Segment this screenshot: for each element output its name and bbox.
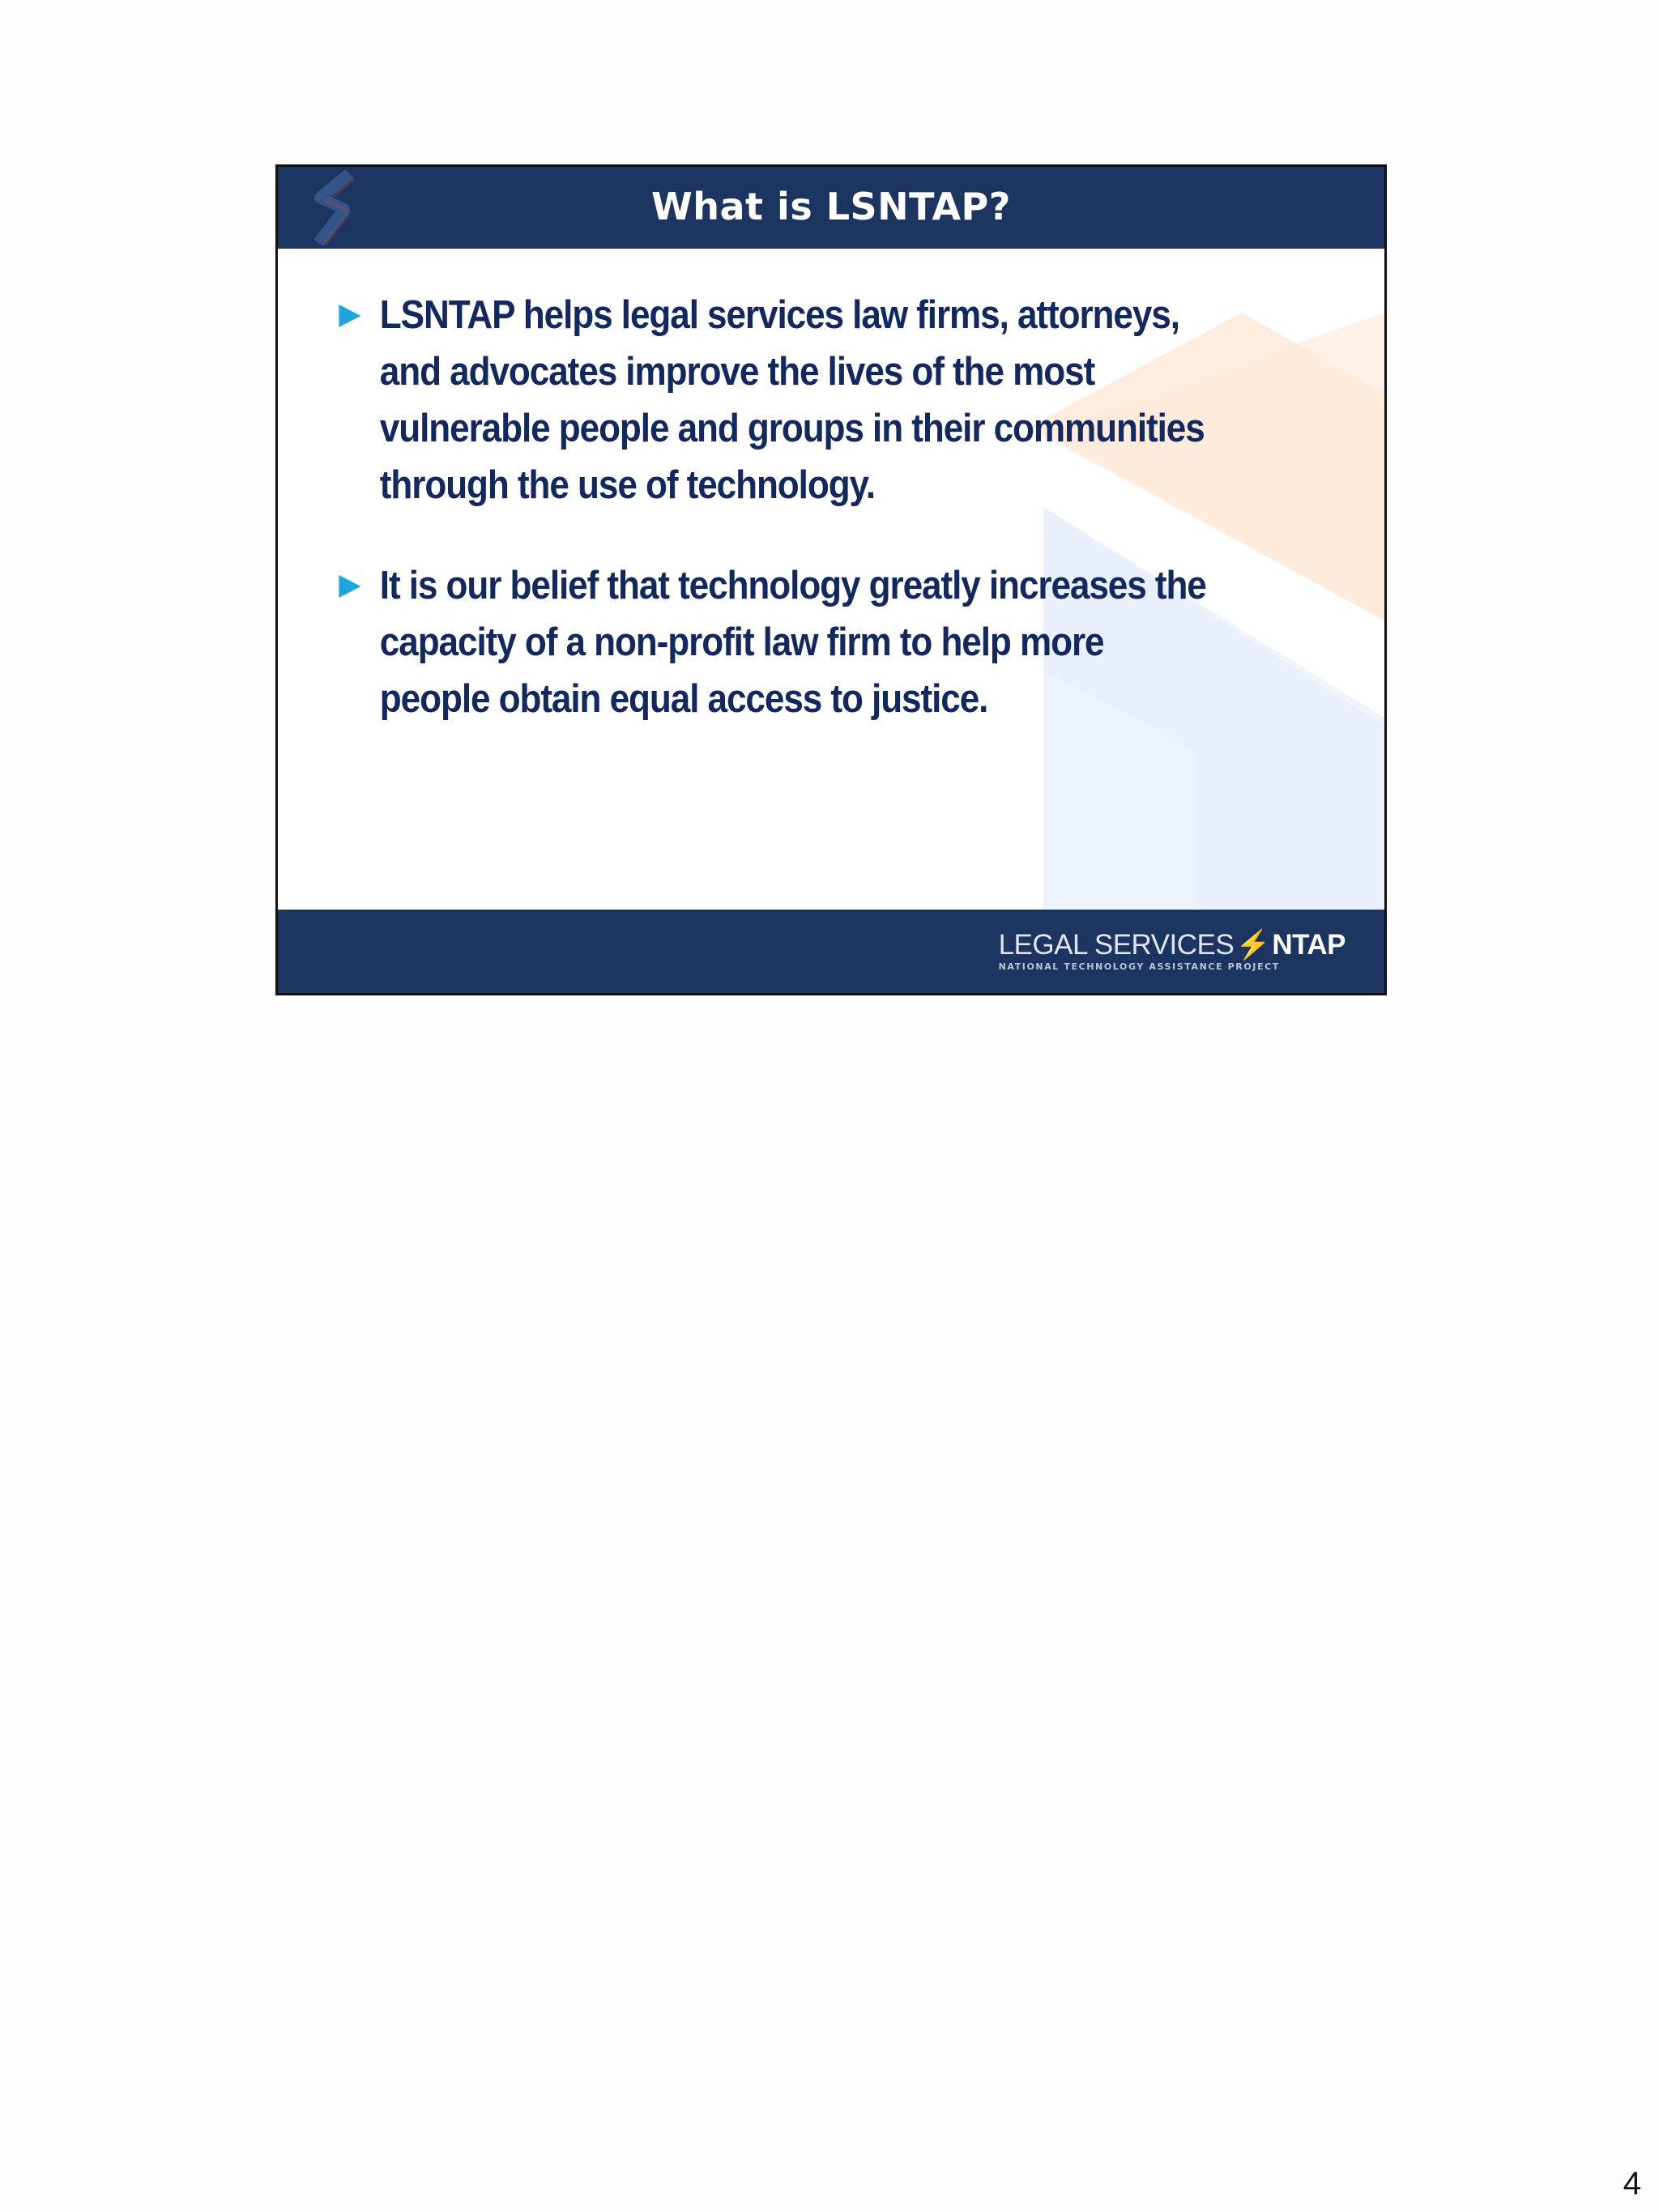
- lsntap-logo: [999, 931, 1346, 972]
- triangle-bullet-icon: [339, 575, 360, 598]
- footer-bar: [278, 910, 1384, 993]
- logo-wordmark: [999, 931, 1346, 960]
- logo-subtitle: NATIONAL TECHNOLOGY ASSISTANCE PROJECT: [998, 961, 1280, 972]
- bolt-icon: ⚡: [1235, 929, 1271, 961]
- bullet-item: [335, 287, 1209, 514]
- bullet-list: [335, 287, 1307, 771]
- bullet-text: LSNTAP helps legal services law firms, attorneys, and advocates improve the lives of the most vulnerable people and groups in their communities through the use of technology.: [379, 293, 1205, 507]
- bullet-item: [335, 557, 1209, 727]
- page-number: 4: [1623, 2166, 1641, 2201]
- title-bar: [278, 167, 1384, 249]
- logo-part1: LEGAL SERVICES: [998, 929, 1235, 961]
- slide: [275, 164, 1387, 995]
- triangle-bullet-icon: [339, 305, 360, 327]
- logo-part2: NTAP: [1272, 929, 1346, 961]
- slide-title: What is LSNTAP?: [651, 185, 1011, 228]
- bullet-text: It is our belief that technology greatly increases the capacity of a non-profit law firm to help more people obtain equal access to justice.: [379, 564, 1206, 721]
